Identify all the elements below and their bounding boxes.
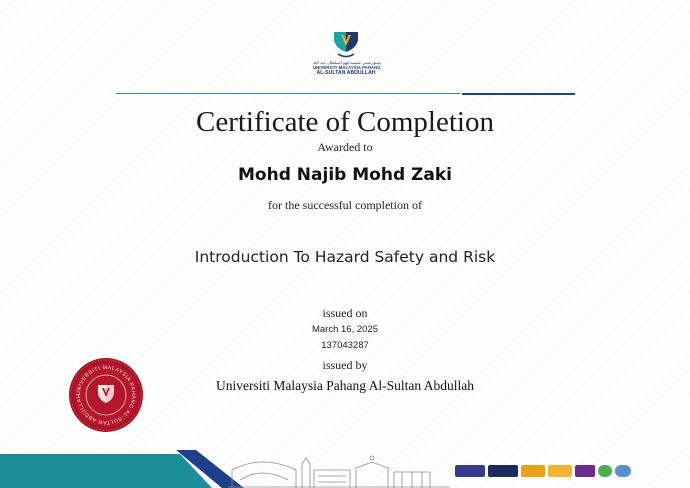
issue-date: March 16, 2025 [311,324,378,335]
issuer-name: Universiti Malaysia Pahang Al-Sultan Abdullah [216,378,474,393]
header-divider-left [116,93,460,94]
recipient-name: Mohd Najib Mohd Zaki [238,165,452,185]
partner-logos [455,462,634,480]
footer-teal-band [0,454,212,488]
logo-jawi-text: يونيۏرسيتي مليسيا ڤهڠ السلطان عبد الله [313,60,381,65]
course-name: Introduction To Hazard Safety and Risk [194,248,496,266]
campus-skyline-icon [228,456,450,488]
issued-on-label: issued on [322,306,368,320]
world-university-ranking-logo-icon [548,465,572,477]
university-crest-icon [333,30,359,60]
issued-by-label: issued by [322,358,368,372]
completion-label: for the successful completion of [268,198,422,212]
logo-university-suffix: AL-SULTAN ABDULLAH [316,70,376,76]
awarded-to-label: Awarded to [317,140,373,154]
stars-logo-icon [521,465,545,477]
seal-ring-text: UNIVERSITI MALAYSIA PAHANG AL-SULTAN ABDULLAH [75,364,137,426]
university-logo [313,30,379,82]
qs-stars-logo-icon [615,465,631,477]
unimandiri-logo-icon [455,465,485,477]
header-divider-right [462,93,575,95]
green-metric-logo-icon [598,465,612,477]
certificate-title: Certificate of Completion [196,106,494,138]
teknologi-untuk-masyarakat-logo-icon [488,465,518,477]
university-seal-icon [68,357,144,433]
certificate-number: 137043287 [321,340,369,351]
logo-university-name: UNIVERSITI MALAYSIA PAHANG [313,65,381,70]
the-ranking-logo-icon [575,465,595,477]
